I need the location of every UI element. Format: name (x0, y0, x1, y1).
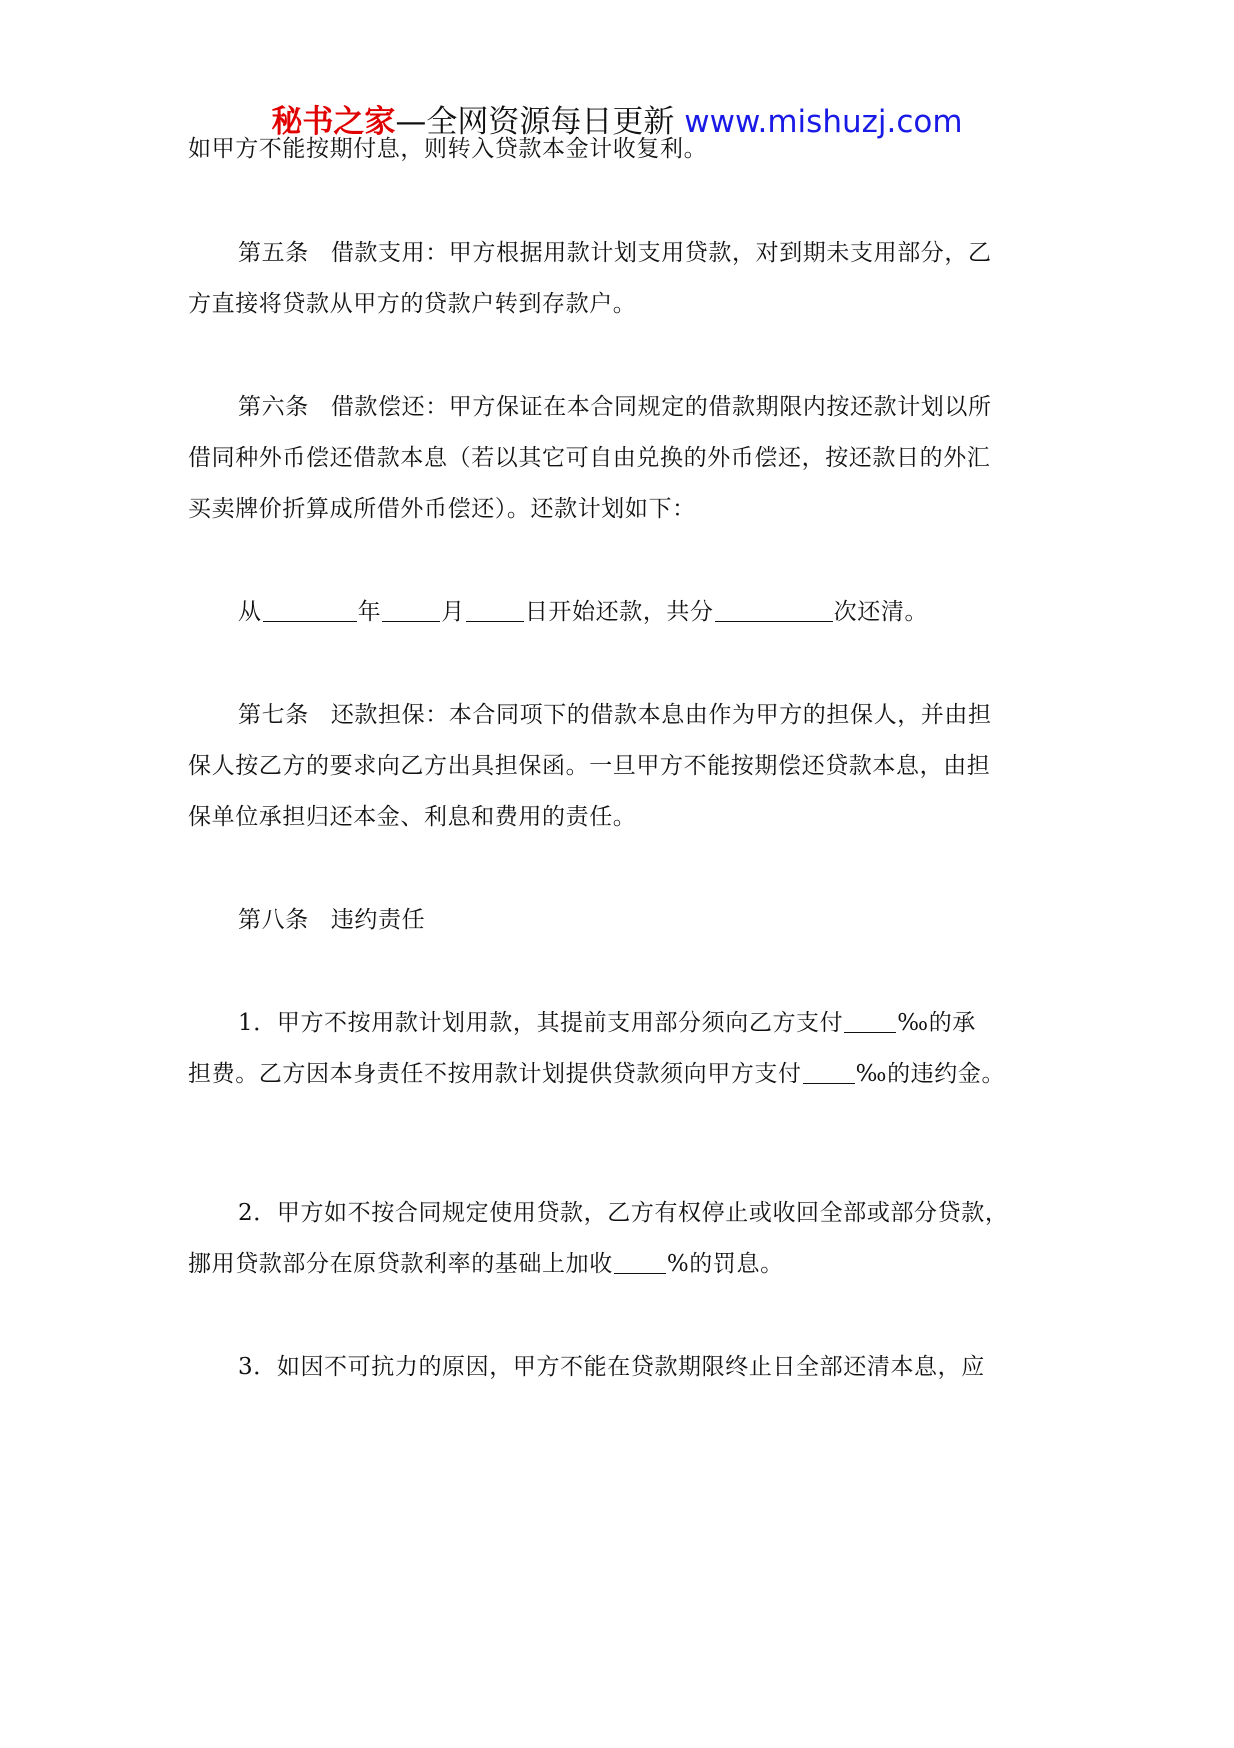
schedule-month-text: 月 (441, 599, 465, 625)
item-1-text: 甲方不按用款计划用款，其提前支用部分须向乙方支付 (276, 1010, 844, 1036)
schedule-year-text: 年 (357, 599, 382, 625)
paragraph-line: 借同种外币偿还借款本息（若以其它可自由兑换的外币偿还，按还款日的外汇 (188, 445, 991, 471)
item-1-line-2 (188, 1057, 1048, 1091)
paragraph-line: 保单位承担归还本金、利息和费用的责任。 (188, 804, 637, 830)
paragraph-line: 方直接将贷款从甲方的贷款户转到存款户。 (188, 291, 637, 317)
item-1-number: 1． (238, 1010, 277, 1036)
penalty-interest-blank-field[interactable] (614, 1251, 666, 1274)
year-blank-field[interactable] (263, 599, 357, 622)
schedule-end-text: 次还清。 (833, 599, 929, 625)
item-2-line-2 (188, 1247, 1048, 1281)
item-2-text-2-end: %的罚息。 (666, 1251, 784, 1277)
article-7-title: 第七条 (238, 702, 309, 728)
item-1-text-2: 担费。乙方因本身责任不按用款计划提供贷款须向甲方支付 (188, 1061, 802, 1087)
item-2-text-2: 挪用贷款部分在原贷款利率的基础上加收 (188, 1251, 613, 1277)
item-1-text-2-end: ‰的违约金。 (855, 1061, 1006, 1087)
article-8-title: 第八条 (238, 907, 309, 933)
penalty-blank-field[interactable] (803, 1061, 855, 1084)
day-blank-field[interactable] (466, 599, 524, 622)
header-url-link[interactable]: www.mishuzj.com (684, 104, 963, 140)
item-1-line (238, 1006, 1048, 1040)
schedule-day-text: 日开始还款，共分 (524, 599, 714, 625)
paragraph-line: 如甲方不能按期付息，则转入贷款本金计收复利。 (188, 136, 708, 162)
article-5-text: 借款支用：甲方根据用款计划支用贷款，对到期未支用部分，乙 (330, 240, 992, 266)
article-7-text: 还款担保：本合同项下的借款本息由作为甲方的担保人，并由担 (330, 702, 992, 728)
item-2-number: 2． (238, 1200, 277, 1226)
article-6-text: 借款偿还：甲方保证在本合同规定的借款期限内按还款计划以所 (330, 394, 992, 420)
article-5-title: 第五条 (238, 240, 309, 266)
commitment-fee-blank-field[interactable] (844, 1010, 896, 1033)
repayment-schedule-line (238, 595, 1048, 629)
article-5-line (238, 236, 1048, 270)
schedule-from-text: 从 (238, 599, 262, 625)
item-3-text: 如因不可抗力的原因，甲方不能在贷款期限终止日全部还清本息，应 (276, 1354, 985, 1380)
article-8-heading: 违约责任 (330, 907, 426, 933)
item-3-number: 3． (238, 1354, 277, 1380)
item-3-line (238, 1350, 1048, 1384)
paragraph-line: 买卖牌价折算成所借外币偿还）。还款计划如下： (188, 496, 696, 522)
item-1-text-end: ‰的承 (897, 1010, 976, 1036)
item-2-text: 甲方如不按合同规定使用贷款，乙方有权停止或收回全部或部分贷款， (276, 1200, 1009, 1226)
month-blank-field[interactable] (382, 599, 440, 622)
header-tagline: —全网资源每日更新 (395, 104, 675, 140)
article-7-line (238, 698, 1048, 732)
paragraph-line: 保人按乙方的要求向乙方出具担保函。一旦甲方不能按期偿还贷款本息，由担 (188, 753, 991, 779)
installments-blank-field[interactable] (715, 599, 833, 622)
article-8-line (238, 903, 1048, 937)
article-6-line (238, 390, 1048, 424)
article-6-title: 第六条 (238, 394, 309, 420)
brand-name: 秘书之家 (271, 104, 396, 140)
item-2-line (238, 1196, 1048, 1230)
